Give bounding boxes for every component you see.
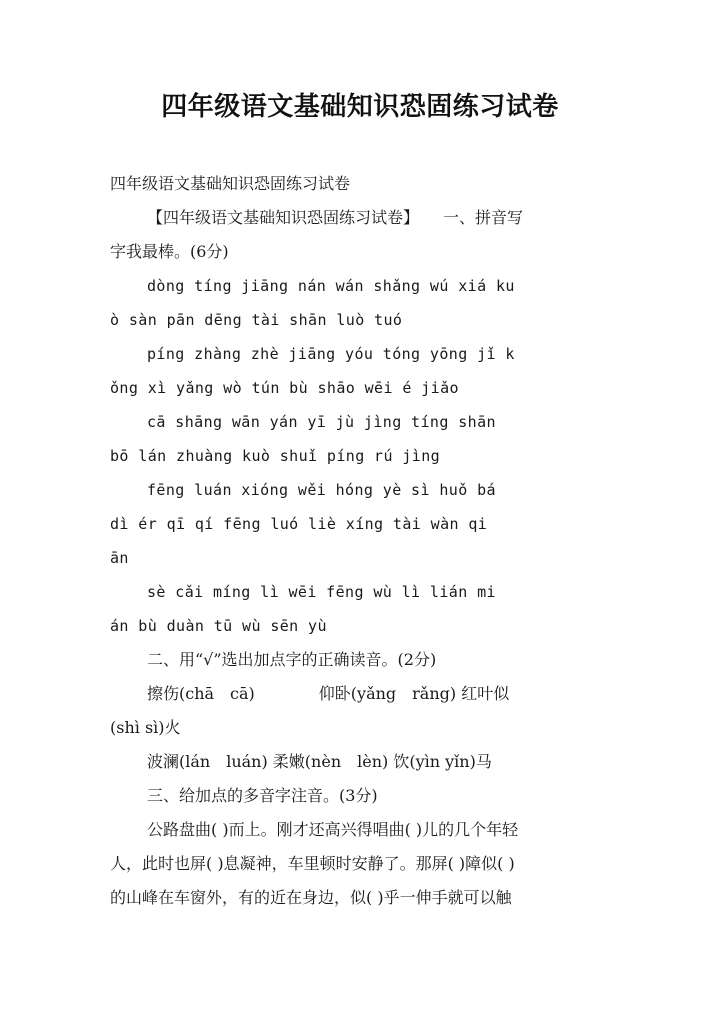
pinyin-line: píng zhàng zhè jiāng yóu tóng yōng jǐ k (147, 345, 515, 363)
section-one-heading: 【四年级语文基础知识恐固练习试卷】 一、拼音写 (147, 208, 524, 227)
pinyin-line: cā shāng wān yán yī jù jìng tíng shān (147, 413, 496, 431)
reading-choice-line: (shì sì)火 (110, 718, 181, 737)
pinyin-line: ǒng xì yǎng wò tún bù shāo wēi é jiǎo (110, 379, 459, 397)
pinyin-line: ān (110, 549, 129, 567)
pinyin-line: bō lán zhuàng kuò shuǐ píng rú jìng (110, 447, 441, 465)
passage-line: 的山峰在车窗外，有的近在身边，似( )乎一伸手就可以触 (110, 888, 512, 907)
pinyin-line: dòng tíng jiāng nán wán shǎng wú xiá ku (147, 277, 515, 295)
passage-line: 公路盘曲( )而上。刚才还高兴得唱曲( )儿的几个年轻 (147, 820, 519, 839)
reading-choice-line: 擦伤(chā cā) 仰卧(yǎng rǎng) 红叶似 (147, 684, 510, 703)
pinyin-line: dì ér qī qí fēng luó liè xíng tài wàn qi (110, 515, 488, 533)
section-three-heading: 三、给加点的多音字注音。(3分) (147, 786, 378, 805)
document-title: 四年级语文基础知识恐固练习试卷 (161, 92, 559, 122)
subtitle-line: 四年级语文基础知识恐固练习试卷 (110, 174, 351, 193)
passage-line: 人，此时也屏( )息凝神，车里顿时安静了。那屏( )障似( ) (110, 854, 515, 873)
pinyin-line: fēng luán xióng wěi hóng yè sì huǒ bá (147, 481, 496, 499)
pinyin-line: án bù duàn tū wù sēn yù (110, 617, 327, 635)
reading-choice-line: 波澜(lán luán) 柔嫩(nèn lèn) 饮(yìn yǐn)马 (147, 752, 492, 771)
pinyin-line: ò sàn pān dēng tài shān luò tuó (110, 311, 403, 329)
pinyin-line: sè cǎi míng lì wēi fēng wù lì lián mi (147, 583, 496, 601)
section-two-heading: 二、用“√”选出加点字的正确读音。(2分) (147, 650, 437, 669)
section-one-heading-cont: 字我最棒。(6分) (110, 242, 229, 261)
